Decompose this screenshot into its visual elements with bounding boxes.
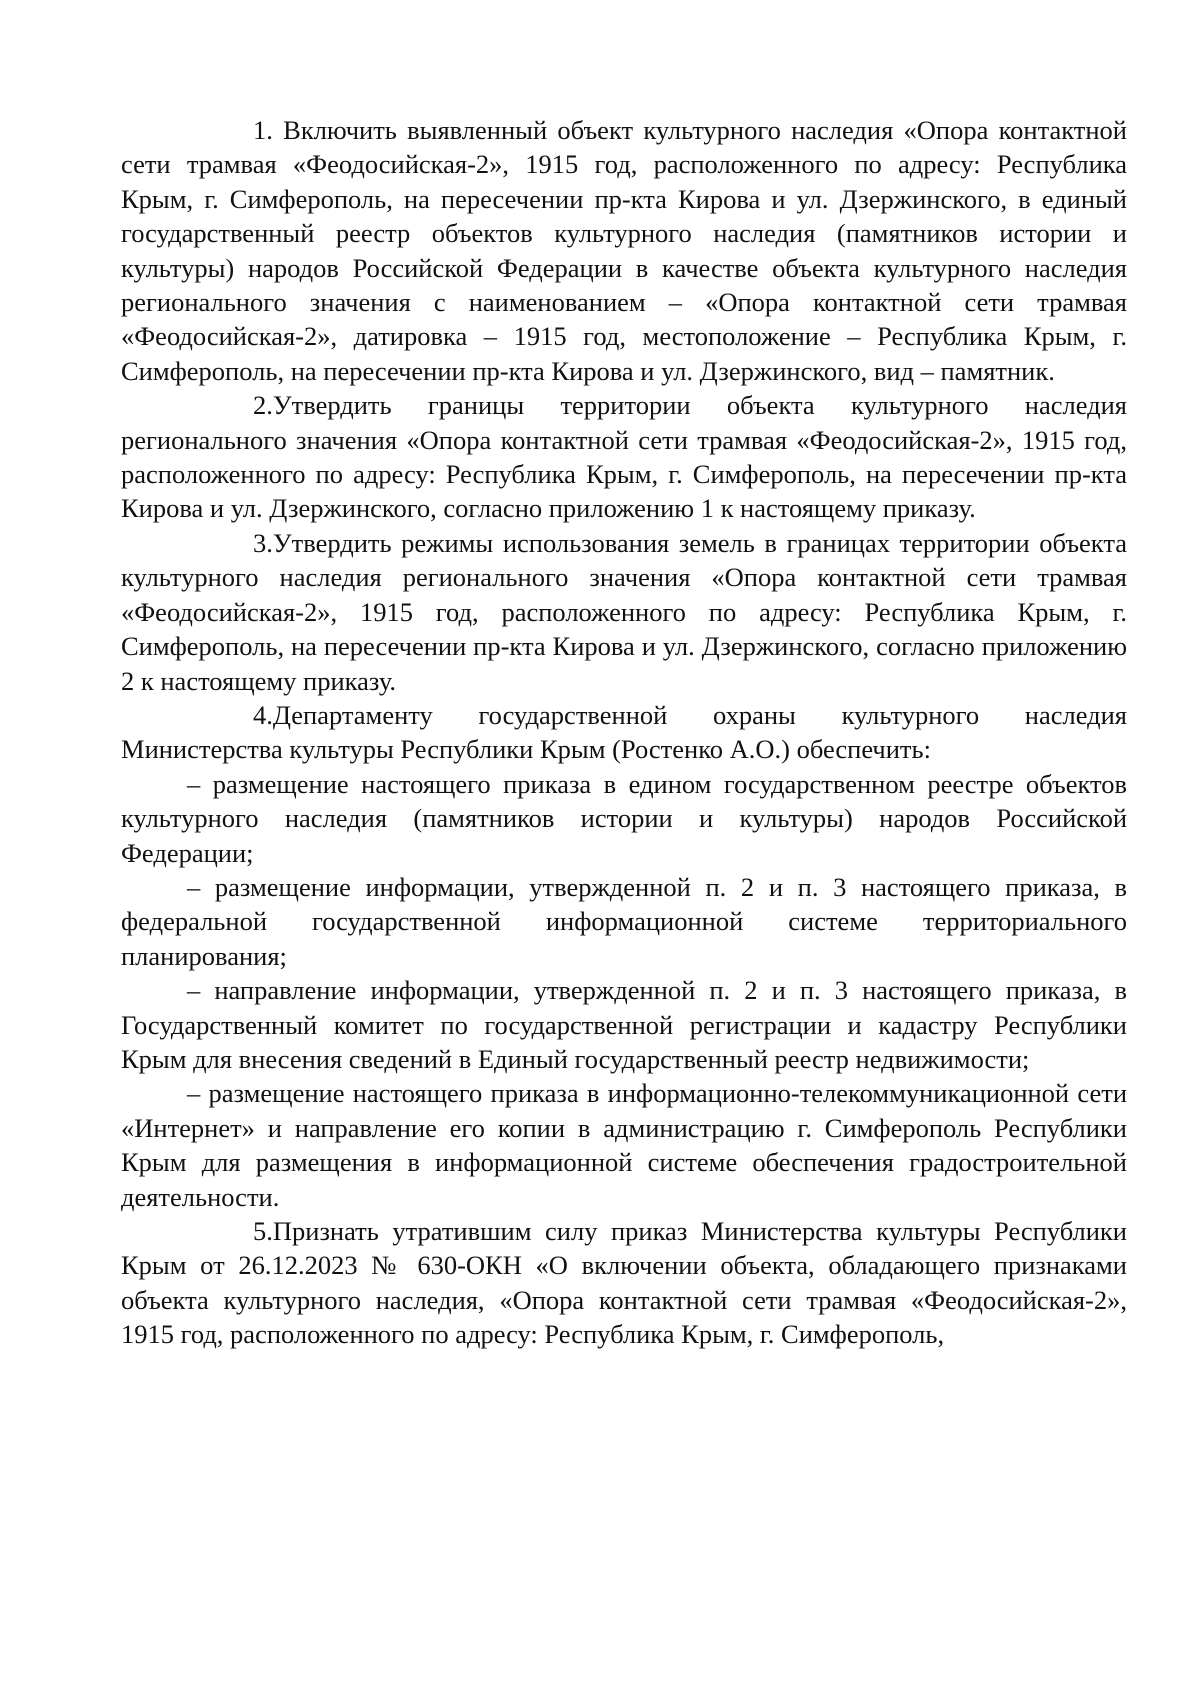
paragraph-5 [121,1214,1127,1352]
paragraph-number: 3. [253,527,273,558]
paragraph-4 [121,698,1127,767]
paragraph-1 [121,113,1127,388]
paragraph-number: 2. [253,390,273,421]
paragraph-text: Признать утратившим силу приказ Министерства культуры Республики Крым от 26.12.2023 № 630-ОКН «О включении объекта, обладающего признаками объекта культурного наследия, «Опора контактной сети трамвая «Феодосийская-2», 1915 год, расположенного по адресу: Республика Крым, г. Симферополь, [121,1216,1127,1350]
list-item-1: – размещение настоящего приказа в едином государственном реестре объектов культурного наследия (памятников истории и культуры) народов Российской Федерации; [121,768,1127,868]
document-body [121,113,1127,1352]
list-item-3: – направление информации, утвержденной п. 2 и п. 3 настоящего приказа, в Государственный комитет по государственной регистрации и кадастру Республики Крым для внесения сведений в Единый государственный реестр недвижимости; [121,975,1127,1074]
list-item-2: – размещение информации, утвержденной п. 2 и п. 3 настоящего приказа, в федеральной государственной информационной системе территориального планирования; [121,871,1127,971]
paragraph-number: 1. [253,115,273,145]
list-item-4: – размещение настоящего приказа в информационно-телекоммуникационной сети «Интернет» и направление его копии в администрацию г. Симферополь Республики Крым для размещения в информационной системе обеспечения градостроительной деятельности. [121,1078,1127,1212]
paragraph-2 [121,388,1127,526]
paragraph-number: 5. [253,1216,273,1246]
paragraph-text: Департаменту государственной охраны культурного наследия Министерства культуры Республики Крым (Ростенко А.О.) обеспечить: [121,699,1127,765]
paragraph-3 [121,526,1127,698]
paragraph-text: Включить выявленный объект культурного наследия «Опора контактной сети трамвая «Феодосийская-2», 1915 год, расположенного по адресу: Республика Крым, г. Симферополь, на пересечении пр-кта Кирова и ул. Дзержинского, в единый государственный реестр объектов культурного наследия (памятников истории и культуры) народов Российской Федерации в качестве объекта культурного наследия регионального значения с наименованием – «Опора контактной сети трамвая «Феодосийская-2», датировка – 1915 год, местоположение – Республика Крым, г. Симферополь, на пересечении пр-кта Кирова и ул. Дзержинского, вид – памятник. [121,115,1127,386]
paragraph-text: Утвердить режимы использования земель в границах территории объекта культурного наследия регионального значения «Опора контактной сети трамвая «Феодосийская-2», 1915 год, расположенного по адресу: Республика Крым, г. Симферополь, на пересечении пр-кта Кирова и ул. Дзержинского, согласно приложению 2 к настоящему приказу. [121,527,1127,696]
paragraph-number: 4. [253,699,273,730]
paragraph-text: Утвердить границы территории объекта культурного наследия регионального значения «Опора контактной сети трамвая «Феодосийская-2», 1915 год, расположенного по адресу: Республика Крым, г. Симферополь, на пересечении пр-кта Кирова и ул. Дзержинского, согласно приложению 1 к настоящему приказу. [121,390,1127,524]
